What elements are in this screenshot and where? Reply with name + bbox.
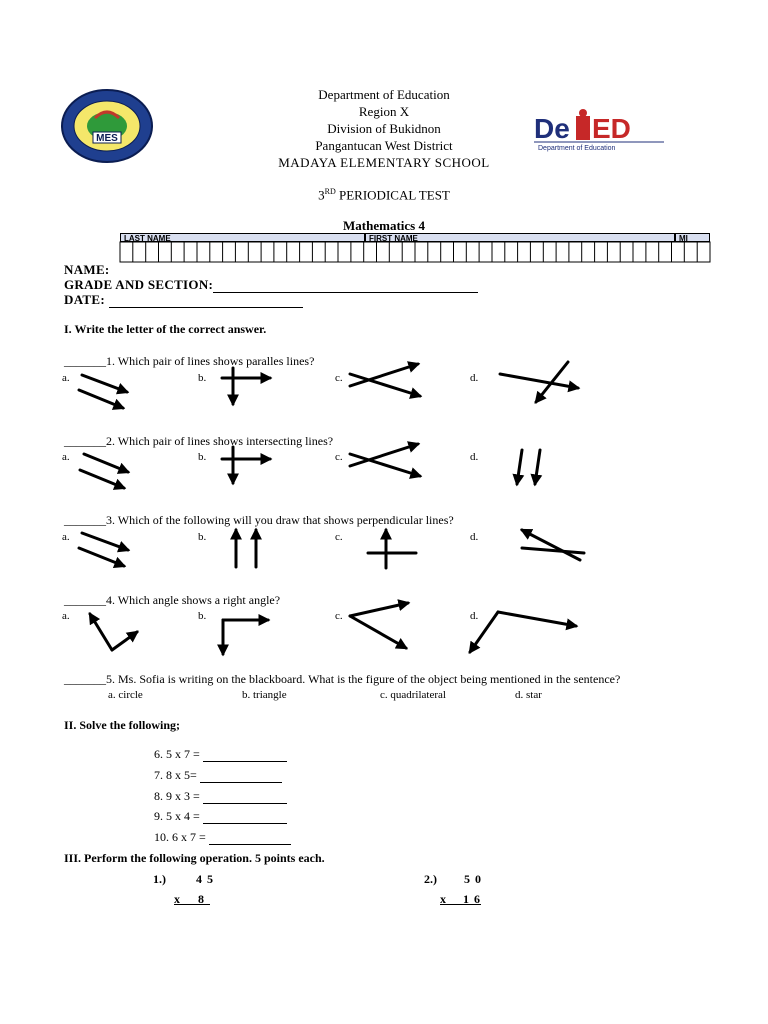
q4-option-a-label: a.	[62, 610, 70, 622]
solve-item-8[interactable]: 8. 9 x 3 =	[154, 789, 287, 804]
grade-section-field[interactable]: GRADE AND SECTION:	[64, 277, 478, 293]
solve-item-10[interactable]: 10. 6 x 7 =	[154, 830, 291, 845]
solve-item-6[interactable]: 6. 5 x 7 =	[154, 747, 287, 762]
department-line: Department of Education	[318, 87, 450, 102]
q4-option-c-label: c.	[335, 610, 343, 622]
q2-a-parallel-arrows	[80, 454, 128, 488]
svg-text:De: De	[534, 113, 570, 144]
question-4: _______4. Which angle shows a right angle?	[64, 593, 281, 607]
seal-center-text: MES	[96, 133, 118, 144]
q1-d-intersecting-arrows	[500, 362, 578, 402]
q1-option-a-label: a.	[62, 372, 70, 384]
part1-title: I. Write the letter of the correct answer.	[64, 322, 267, 336]
q2-d-parallel-down-arrows	[517, 450, 540, 484]
q3-option-a-label: a.	[62, 531, 70, 543]
q1-option-d-label: d.	[470, 372, 479, 384]
problem-1-number: 1.)	[153, 872, 166, 886]
q4-option-b-label: b.	[198, 610, 207, 622]
q2-b-cross-arrows	[222, 447, 270, 483]
q3-option-c-label: c.	[335, 531, 343, 543]
solve-item-9[interactable]: 9. 5 x 4 =	[154, 809, 287, 824]
q3-c-perpendicular-lines	[368, 530, 416, 568]
question-5: _______5. Ms. Sofia is writing on the blackboard. What is the figure of the object being mentioned in the sentence?	[64, 672, 621, 686]
first-name-header: FIRST NAME	[365, 233, 675, 242]
problem-1-multiplier: x 8	[174, 892, 204, 906]
q5-choice-d: d. star	[515, 689, 542, 701]
q3-d-intersecting-lines	[522, 530, 584, 560]
division-line: Division of Bukidnon	[327, 121, 441, 136]
q4-a-acute-angle	[90, 614, 137, 650]
problem-2-number: 2.)	[424, 872, 437, 886]
q5-choice-b: b. triangle	[242, 689, 287, 701]
q1-option-c-label: c.	[335, 372, 343, 384]
name-field-label: NAME:	[64, 262, 110, 277]
q1-option-b-label: b.	[198, 372, 207, 384]
subject-title: Mathematics 4	[343, 218, 425, 233]
part2-title: II. Solve the following;	[64, 718, 181, 732]
q5-choice-a: a. circle	[108, 689, 143, 701]
q4-option-d-label: d.	[470, 610, 479, 622]
problem-1-multiplicand: 4 5	[196, 872, 214, 886]
q5-choice-c: c. quadrilateral	[380, 689, 446, 701]
part3-title: III. Perform the following operation. 5 points each.	[64, 851, 325, 865]
solve-item-7[interactable]: 7. 8 x 5=	[154, 768, 282, 783]
svg-text:ED: ED	[592, 113, 631, 144]
q3-option-d-label: d.	[470, 531, 479, 543]
q2-option-a-label: a.	[62, 451, 70, 463]
last-name-header: LAST NAME	[120, 233, 365, 242]
q3-a-parallel-arrows	[79, 533, 128, 566]
q2-c-intersecting-arrows	[350, 444, 420, 476]
q2-option-b-label: b.	[198, 451, 207, 463]
district-line: Pangantucan West District	[315, 138, 453, 153]
q1-a-parallel-arrows	[79, 375, 127, 408]
q2-option-c-label: c.	[335, 451, 343, 463]
q4-c-acute-angle	[350, 603, 408, 648]
question-3: _______3. Which of the following will you draw that shows perpendicular lines?	[64, 513, 454, 527]
q3-option-b-label: b.	[198, 531, 207, 543]
question-1: _______1. Which pair of lines shows paralles lines?	[64, 354, 315, 368]
region-line: Region X	[358, 104, 410, 119]
q1-c-intersecting-arrows	[350, 364, 420, 396]
test-title: 3RD PERIODICAL TEST	[318, 187, 450, 203]
mi-header: MI	[675, 233, 710, 242]
q1-b-cross-arrows	[222, 368, 270, 404]
q4-d-obtuse-angle	[470, 612, 576, 652]
school-name: MADAYA ELEMENTARY SCHOOL	[278, 155, 490, 170]
q4-b-right-angle	[223, 620, 268, 654]
q2-option-d-label: d.	[470, 451, 479, 463]
q3-b-parallel-up-arrows	[236, 530, 256, 567]
problem-2-multiplicand: 5 0	[464, 872, 482, 886]
question-2: _______2. Which pair of lines shows intersecting lines?	[64, 434, 334, 448]
problem-2-multiplier: x 1 6	[440, 892, 481, 906]
date-field[interactable]: DATE:	[64, 292, 303, 308]
deped-logo-subtitle: Department of Education	[538, 145, 616, 152]
